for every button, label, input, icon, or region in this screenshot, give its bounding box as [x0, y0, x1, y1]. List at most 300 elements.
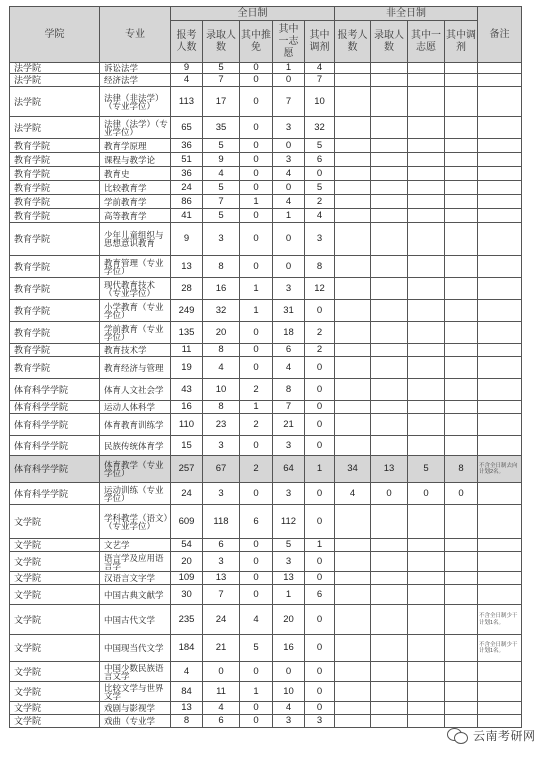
fulltime-value-cell: 4 — [305, 209, 335, 223]
fulltime-value-cell: 11 — [203, 682, 240, 702]
parttime-value-cell — [445, 87, 478, 117]
table-row — [10, 456, 522, 483]
table-row — [10, 167, 522, 181]
fulltime-value-cell: 35 — [203, 117, 240, 139]
parttime-value-cell: 8 — [445, 456, 478, 483]
fulltime-header: 全日制 — [171, 7, 335, 21]
parttime-value-cell — [408, 505, 445, 539]
fulltime-value-cell: 2 — [305, 322, 335, 344]
college-header: 学院 — [10, 7, 100, 63]
table-header — [10, 7, 522, 63]
fulltime-value-cell: 4 — [273, 167, 305, 181]
fulltime-value-cell: 0 — [240, 117, 273, 139]
fulltime-value-cell: 6 — [273, 344, 305, 357]
fulltime-value-cell: 0 — [240, 572, 273, 585]
college-cell: 教育学院 — [10, 300, 100, 322]
fulltime-value-cell: 4 — [171, 74, 203, 87]
parttime-value-cell — [408, 181, 445, 195]
table-row — [10, 300, 522, 322]
parttime-value-cell: 0 — [371, 483, 408, 505]
parttime-value-cell — [408, 702, 445, 715]
parttime-value-cell — [408, 139, 445, 153]
fulltime-value-cell: 7 — [305, 74, 335, 87]
major-cell: 现代教育技术（专业学位） — [100, 278, 171, 300]
fulltime-value-cell: 16 — [171, 401, 203, 414]
fulltime-value-cell: 0 — [305, 505, 335, 539]
remark-cell — [478, 117, 522, 139]
major-cell: 语言学及应用语言学 — [100, 552, 171, 572]
fulltime-value-cell: 0 — [240, 87, 273, 117]
parttime-value-cell — [335, 539, 371, 552]
major-cell: 体育教学（专业学位） — [100, 456, 171, 483]
parttime-value-cell — [371, 662, 408, 682]
major-cell: 高等教育学 — [100, 209, 171, 223]
parttime-value-cell — [371, 209, 408, 223]
fulltime-value-cell: 6 — [240, 505, 273, 539]
fulltime-value-cell: 16 — [203, 278, 240, 300]
parttime-value-cell — [371, 552, 408, 572]
parttime-value-cell — [335, 74, 371, 87]
fulltime-value-cell: 20 — [203, 322, 240, 344]
fulltime-value-cell: 1 — [240, 401, 273, 414]
fulltime-value-cell: 0 — [240, 344, 273, 357]
parttime-value-cell — [408, 195, 445, 209]
parttime-value-cell — [371, 505, 408, 539]
fulltime-value-cell: 2 — [240, 414, 273, 436]
fulltime-value-cell: 0 — [240, 436, 273, 456]
major-cell: 诉讼法学 — [100, 63, 171, 74]
fulltime-value-cell: 4 — [273, 702, 305, 715]
parttime-value-cell — [371, 117, 408, 139]
fulltime-value-cell: 0 — [305, 167, 335, 181]
fulltime-value-cell: 8 — [203, 401, 240, 414]
parttime-value-cell — [335, 139, 371, 153]
fulltime-value-cell: 249 — [171, 300, 203, 322]
fulltime-value-cell: 0 — [240, 662, 273, 682]
major-cell: 教育技术学 — [100, 344, 171, 357]
parttime-value-cell — [371, 357, 408, 379]
fulltime-value-cell: 4 — [273, 357, 305, 379]
fulltime-value-cell: 6 — [305, 585, 335, 605]
college-cell: 教育学院 — [10, 256, 100, 278]
parttime-value-cell — [445, 195, 478, 209]
fulltime-value-cell: 1 — [273, 63, 305, 74]
ft-col-header: 其中一志愿 — [273, 21, 305, 63]
major-cell: 教育管理（专业学位） — [100, 256, 171, 278]
fulltime-value-cell: 3 — [203, 223, 240, 256]
parttime-value-cell — [335, 195, 371, 209]
remark-cell — [478, 682, 522, 702]
remark-cell — [478, 483, 522, 505]
fulltime-value-cell: 24 — [171, 483, 203, 505]
fulltime-value-cell: 7 — [273, 87, 305, 117]
major-header: 专业 — [100, 7, 171, 63]
major-cell: 法律（法学）（专业学位） — [100, 117, 171, 139]
fulltime-value-cell: 0 — [240, 153, 273, 167]
parttime-value-cell — [445, 635, 478, 662]
table-row — [10, 572, 522, 585]
parttime-value-cell — [371, 87, 408, 117]
remark-cell — [478, 414, 522, 436]
parttime-value-cell — [408, 322, 445, 344]
table-row — [10, 715, 522, 728]
fulltime-value-cell: 24 — [171, 181, 203, 195]
fulltime-value-cell: 1 — [305, 539, 335, 552]
college-cell: 体育科学学院 — [10, 414, 100, 436]
ft-col-header: 录取人数 — [203, 21, 240, 63]
ft-col-header: 其中推免 — [240, 21, 273, 63]
fulltime-value-cell: 4 — [203, 167, 240, 181]
fulltime-value-cell: 235 — [171, 605, 203, 635]
parttime-value-cell — [371, 223, 408, 256]
parttime-value-cell — [445, 414, 478, 436]
remark-cell — [478, 379, 522, 401]
parttime-value-cell — [408, 167, 445, 181]
parttime-value-cell — [408, 117, 445, 139]
fulltime-value-cell: 10 — [203, 379, 240, 401]
parttime-value-cell — [408, 715, 445, 728]
remark-cell — [478, 139, 522, 153]
remark-cell — [478, 209, 522, 223]
fulltime-value-cell: 24 — [203, 605, 240, 635]
parttime-value-cell — [408, 74, 445, 87]
college-cell: 法学院 — [10, 87, 100, 117]
fulltime-value-cell: 0 — [305, 401, 335, 414]
fulltime-value-cell: 7 — [203, 195, 240, 209]
college-cell: 文学院 — [10, 715, 100, 728]
fulltime-value-cell: 3 — [273, 278, 305, 300]
parttime-value-cell — [335, 300, 371, 322]
parttime-value-cell — [408, 357, 445, 379]
fulltime-value-cell: 0 — [240, 322, 273, 344]
fulltime-value-cell: 3 — [273, 483, 305, 505]
parttime-value-cell — [408, 278, 445, 300]
fulltime-value-cell: 0 — [240, 63, 273, 74]
parttime-value-cell — [371, 401, 408, 414]
table-row — [10, 322, 522, 344]
remark-cell — [478, 401, 522, 414]
parttime-value-cell — [335, 585, 371, 605]
parttime-value-cell — [335, 344, 371, 357]
fulltime-value-cell: 0 — [203, 662, 240, 682]
college-cell: 法学院 — [10, 74, 100, 87]
fulltime-value-cell: 1 — [240, 195, 273, 209]
table-row — [10, 278, 522, 300]
parttime-value-cell — [335, 401, 371, 414]
parttime-value-cell — [445, 181, 478, 195]
parttime-value-cell — [371, 322, 408, 344]
college-cell: 教育学院 — [10, 209, 100, 223]
college-cell: 教育学院 — [10, 344, 100, 357]
parttime-value-cell — [445, 139, 478, 153]
parttime-value-cell — [371, 572, 408, 585]
fulltime-value-cell: 20 — [171, 552, 203, 572]
fulltime-value-cell: 0 — [305, 552, 335, 572]
fulltime-value-cell: 64 — [273, 456, 305, 483]
table-row — [10, 181, 522, 195]
remark-cell — [478, 662, 522, 682]
pt-col-header: 报考人数 — [335, 21, 371, 63]
table-row — [10, 195, 522, 209]
fulltime-value-cell: 4 — [203, 702, 240, 715]
parttime-value-cell — [445, 585, 478, 605]
remark-cell — [478, 256, 522, 278]
parttime-value-cell — [408, 436, 445, 456]
parttime-value-cell — [335, 682, 371, 702]
fulltime-value-cell: 0 — [305, 300, 335, 322]
fulltime-value-cell: 5 — [240, 635, 273, 662]
fulltime-value-cell: 8 — [203, 256, 240, 278]
parttime-value-cell — [371, 256, 408, 278]
major-cell: 戏曲（专业学 — [100, 715, 171, 728]
college-cell: 文学院 — [10, 662, 100, 682]
remark-cell: 不含全日制少干计划1名。 — [478, 605, 522, 635]
parttime-value-cell — [371, 682, 408, 702]
college-cell: 文学院 — [10, 552, 100, 572]
ft-col-header: 其中调剂 — [305, 21, 335, 63]
fulltime-value-cell: 36 — [171, 167, 203, 181]
fulltime-value-cell: 0 — [240, 702, 273, 715]
fulltime-value-cell: 20 — [273, 605, 305, 635]
fulltime-value-cell: 7 — [273, 401, 305, 414]
parttime-value-cell — [335, 715, 371, 728]
major-cell: 教育经济与管理 — [100, 357, 171, 379]
parttime-value-cell — [445, 401, 478, 414]
fulltime-value-cell: 30 — [171, 585, 203, 605]
fulltime-value-cell: 0 — [240, 167, 273, 181]
fulltime-value-cell: 9 — [203, 153, 240, 167]
fulltime-value-cell: 0 — [240, 139, 273, 153]
fulltime-value-cell: 2 — [240, 456, 273, 483]
major-cell: 学前教育（专业学位） — [100, 322, 171, 344]
table-row — [10, 585, 522, 605]
college-cell: 教育学院 — [10, 181, 100, 195]
watermark — [447, 722, 553, 748]
fulltime-value-cell: 13 — [203, 572, 240, 585]
fulltime-value-cell: 32 — [305, 117, 335, 139]
parttime-value-cell — [445, 153, 478, 167]
fulltime-value-cell: 43 — [171, 379, 203, 401]
fulltime-value-cell: 4 — [240, 605, 273, 635]
college-cell: 法学院 — [10, 117, 100, 139]
major-cell: 经济法学 — [100, 74, 171, 87]
fulltime-value-cell: 0 — [305, 662, 335, 682]
parttime-value-cell — [445, 74, 478, 87]
fulltime-value-cell: 0 — [240, 483, 273, 505]
college-cell: 教育学院 — [10, 278, 100, 300]
parttime-value-cell — [445, 379, 478, 401]
fulltime-value-cell: 6 — [203, 715, 240, 728]
fulltime-value-cell: 0 — [240, 552, 273, 572]
parttime-value-cell — [335, 181, 371, 195]
parttime-value-cell — [335, 256, 371, 278]
fulltime-value-cell: 3 — [273, 153, 305, 167]
remark-cell — [478, 702, 522, 715]
parttime-value-cell — [408, 344, 445, 357]
parttime-value-cell — [445, 682, 478, 702]
college-cell: 教育学院 — [10, 223, 100, 256]
college-cell: 体育科学学院 — [10, 379, 100, 401]
major-cell: 小学教育（专业学位） — [100, 300, 171, 322]
fulltime-value-cell: 0 — [273, 662, 305, 682]
parttime-value-cell: 5 — [408, 456, 445, 483]
fulltime-value-cell: 10 — [305, 87, 335, 117]
college-cell: 教育学院 — [10, 167, 100, 181]
fulltime-value-cell: 13 — [171, 256, 203, 278]
major-cell: 中国现当代文学 — [100, 635, 171, 662]
remark-cell — [478, 585, 522, 605]
fulltime-value-cell: 2 — [240, 379, 273, 401]
parttime-value-cell — [371, 139, 408, 153]
remark-cell — [478, 572, 522, 585]
fulltime-value-cell: 17 — [203, 87, 240, 117]
fulltime-value-cell: 3 — [273, 117, 305, 139]
parttime-value-cell — [371, 585, 408, 605]
fulltime-value-cell: 67 — [203, 456, 240, 483]
parttime-value-cell — [335, 505, 371, 539]
parttime-value-cell — [371, 63, 408, 74]
college-cell: 体育科学学院 — [10, 483, 100, 505]
remark-cell — [478, 357, 522, 379]
major-cell: 教育学原理 — [100, 139, 171, 153]
parttime-value-cell — [371, 278, 408, 300]
fulltime-value-cell: 10 — [273, 682, 305, 702]
fulltime-value-cell: 1 — [273, 585, 305, 605]
fulltime-value-cell: 3 — [305, 223, 335, 256]
parttime-value-cell — [408, 256, 445, 278]
major-cell: 运动训练（专业学位） — [100, 483, 171, 505]
major-cell: 课程与教学论 — [100, 153, 171, 167]
table-row — [10, 63, 522, 74]
major-cell: 文艺学 — [100, 539, 171, 552]
wechat-icon — [447, 726, 469, 744]
parttime-value-cell — [445, 167, 478, 181]
fulltime-value-cell: 9 — [171, 223, 203, 256]
admission-statistics-table — [9, 6, 522, 728]
table-row — [10, 256, 522, 278]
parttime-value-cell — [408, 87, 445, 117]
parttime-value-cell — [408, 300, 445, 322]
parttime-value-cell — [445, 662, 478, 682]
fulltime-value-cell: 3 — [273, 715, 305, 728]
college-cell: 文学院 — [10, 605, 100, 635]
remark-cell — [478, 153, 522, 167]
fulltime-value-cell: 11 — [171, 344, 203, 357]
parttime-value-cell — [371, 167, 408, 181]
remark-cell: 不含全日制少干计划1名。 — [478, 635, 522, 662]
parttime-value-cell — [335, 572, 371, 585]
fulltime-value-cell: 0 — [305, 436, 335, 456]
remark-cell — [478, 195, 522, 209]
parttime-header: 非全日制 — [335, 7, 478, 21]
parttime-value-cell — [371, 300, 408, 322]
fulltime-value-cell: 2 — [305, 195, 335, 209]
fulltime-value-cell: 5 — [305, 181, 335, 195]
parttime-value-cell — [335, 278, 371, 300]
parttime-value-cell — [408, 209, 445, 223]
fulltime-value-cell: 12 — [305, 278, 335, 300]
fulltime-value-cell: 109 — [171, 572, 203, 585]
parttime-value-cell — [371, 181, 408, 195]
table-row — [10, 505, 522, 539]
remark-cell — [478, 322, 522, 344]
fulltime-value-cell: 16 — [273, 635, 305, 662]
fulltime-value-cell: 8 — [273, 379, 305, 401]
parttime-value-cell: 0 — [408, 483, 445, 505]
parttime-value-cell — [445, 572, 478, 585]
fulltime-value-cell: 8 — [171, 715, 203, 728]
remark-cell — [478, 167, 522, 181]
parttime-value-cell — [335, 153, 371, 167]
fulltime-value-cell: 5 — [203, 63, 240, 74]
fulltime-value-cell: 5 — [305, 139, 335, 153]
table-row — [10, 539, 522, 552]
college-cell: 体育科学学院 — [10, 456, 100, 483]
parttime-value-cell — [408, 605, 445, 635]
table-row — [10, 344, 522, 357]
major-cell: 戏剧与影视学 — [100, 702, 171, 715]
parttime-value-cell: 4 — [335, 483, 371, 505]
fulltime-value-cell: 0 — [240, 74, 273, 87]
parttime-value-cell — [371, 195, 408, 209]
college-cell: 体育科学学院 — [10, 436, 100, 456]
college-cell: 法学院 — [10, 63, 100, 74]
fulltime-value-cell: 4 — [203, 357, 240, 379]
remark-cell — [478, 278, 522, 300]
fulltime-value-cell: 1 — [273, 209, 305, 223]
table-row — [10, 552, 522, 572]
parttime-value-cell — [445, 552, 478, 572]
parttime-value-cell — [445, 256, 478, 278]
pt-col-header: 其中一志愿 — [408, 21, 445, 63]
parttime-value-cell — [445, 605, 478, 635]
parttime-value-cell — [445, 539, 478, 552]
fulltime-value-cell: 19 — [171, 357, 203, 379]
table-row — [10, 702, 522, 715]
fulltime-value-cell: 0 — [240, 585, 273, 605]
fulltime-value-cell: 7 — [203, 74, 240, 87]
parttime-value-cell — [408, 223, 445, 256]
fulltime-value-cell: 21 — [273, 414, 305, 436]
fulltime-value-cell: 13 — [171, 702, 203, 715]
remark-header: 备注 — [478, 7, 522, 63]
parttime-value-cell — [335, 167, 371, 181]
fulltime-value-cell: 13 — [273, 572, 305, 585]
parttime-value-cell: 13 — [371, 456, 408, 483]
parttime-value-cell — [335, 322, 371, 344]
fulltime-value-cell: 135 — [171, 322, 203, 344]
parttime-value-cell — [371, 153, 408, 167]
fulltime-value-cell: 3 — [305, 715, 335, 728]
fulltime-value-cell: 4 — [305, 63, 335, 74]
college-cell: 文学院 — [10, 635, 100, 662]
major-cell: 民族传统体育学 — [100, 436, 171, 456]
remark-cell — [478, 74, 522, 87]
fulltime-value-cell: 0 — [240, 539, 273, 552]
major-cell: 比较教育学 — [100, 181, 171, 195]
fulltime-value-cell: 65 — [171, 117, 203, 139]
parttime-value-cell — [445, 357, 478, 379]
table-row — [10, 605, 522, 635]
fulltime-value-cell: 7 — [203, 585, 240, 605]
parttime-value-cell — [408, 572, 445, 585]
parttime-value-cell — [408, 635, 445, 662]
table-row — [10, 357, 522, 379]
table-row — [10, 379, 522, 401]
major-cell: 比较文学与世界文学 — [100, 682, 171, 702]
parttime-value-cell: 0 — [445, 483, 478, 505]
fulltime-value-cell: 118 — [203, 505, 240, 539]
